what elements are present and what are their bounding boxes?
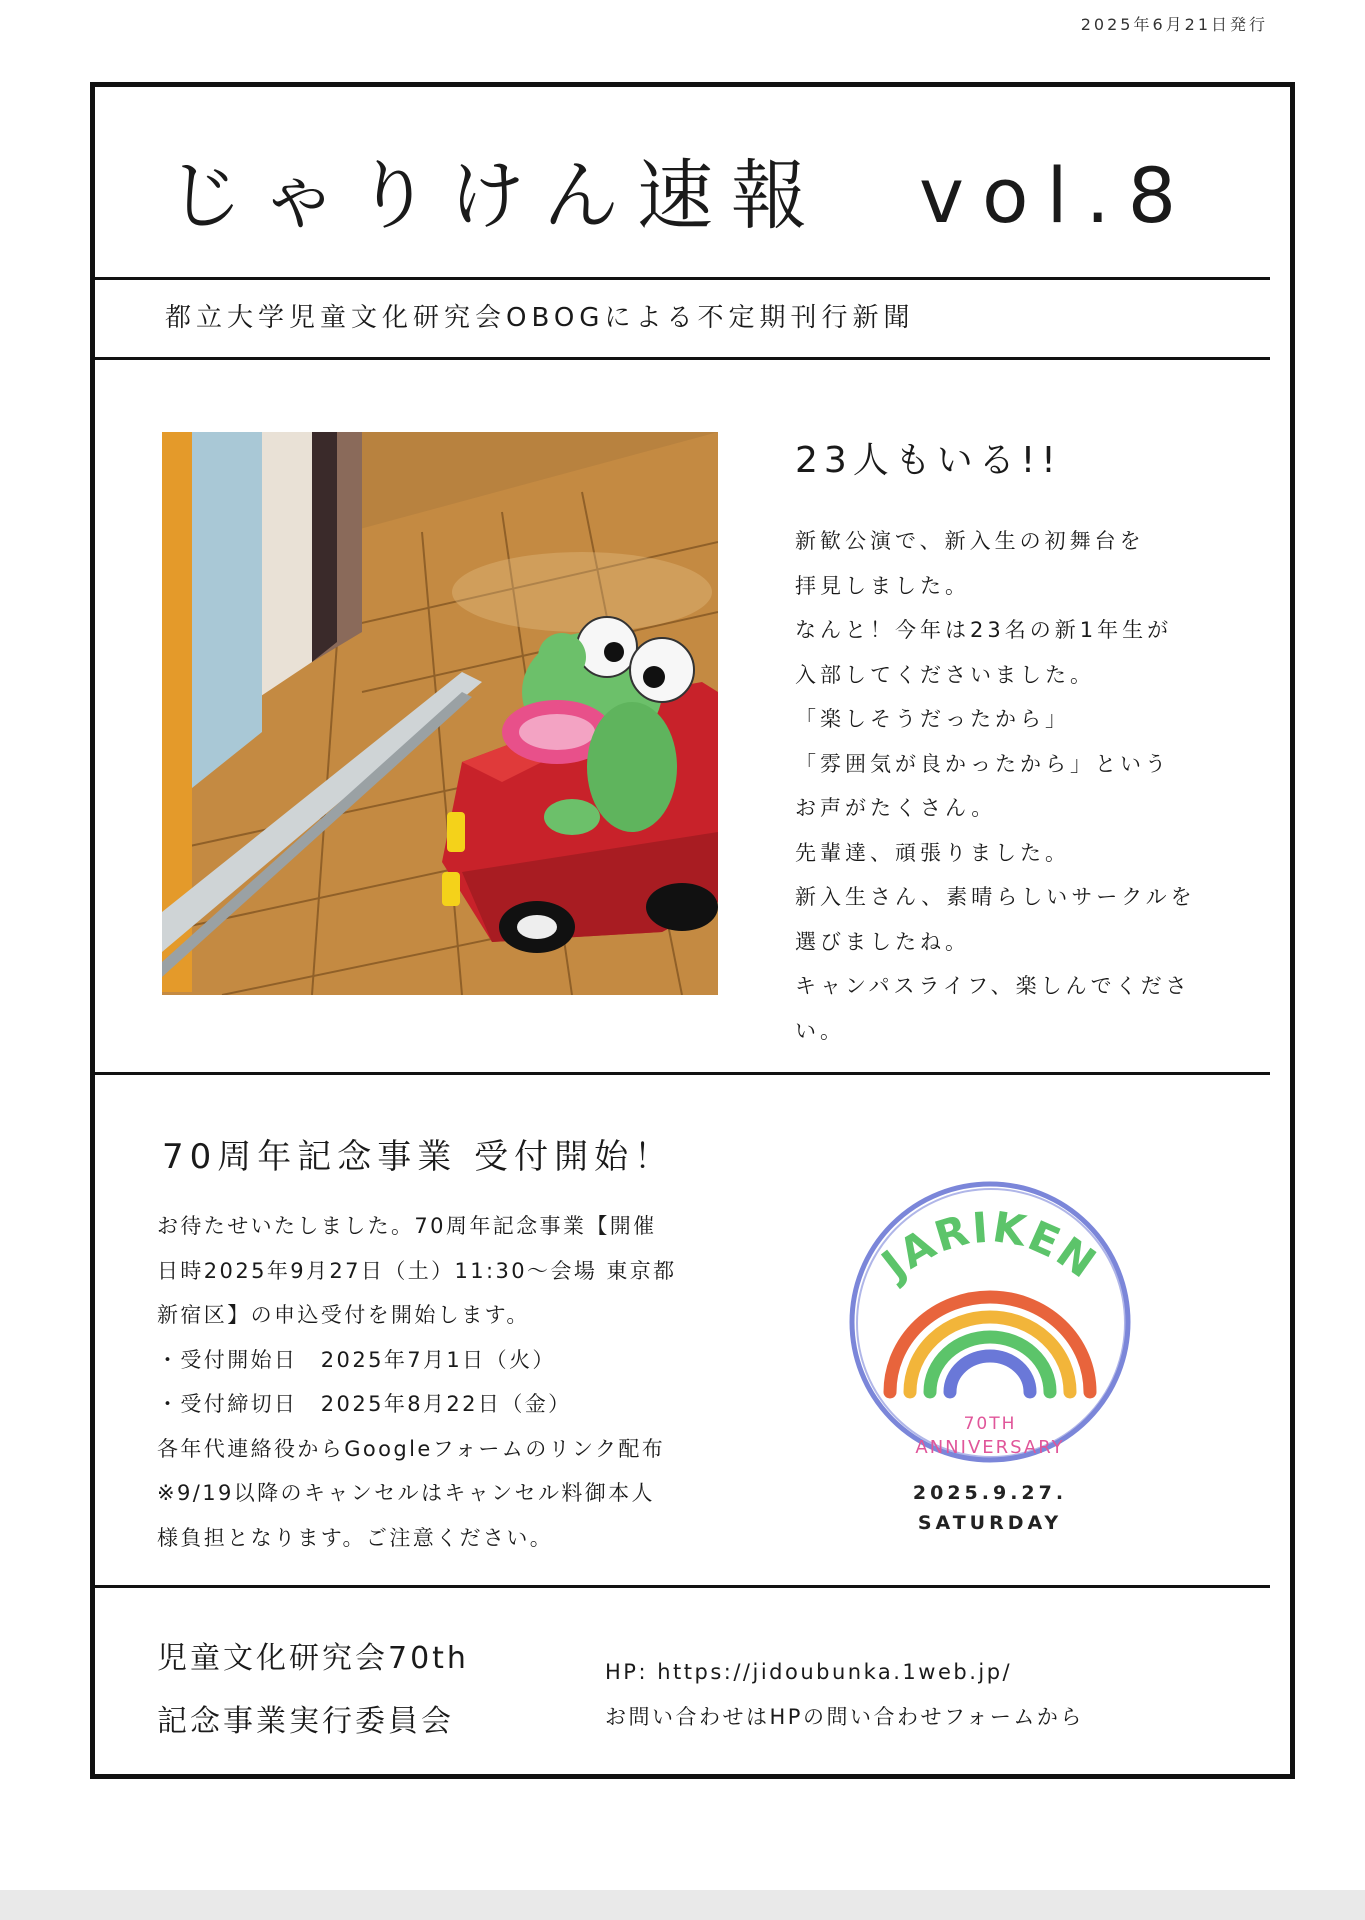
logo-70th: 70TH [963,1414,1017,1434]
article2-line: 新宿区】の申込受付を開始します。 [157,1303,530,1327]
issue-date: 2025年6月21日発行 [1080,15,1268,34]
article2-line: ・受付開始日 2025年7月1日（火） [157,1347,556,1372]
footer-org-line1: 児童文化研究会70th [157,1641,469,1676]
article1-line: なんと！今年は23名の新1年生が [795,618,1173,642]
article1-line: 入部してくださいました。 [795,662,1095,687]
footer-contact [605,1650,1084,1740]
article2-body [157,1204,727,1560]
logo-date: 2025.9.27. [912,1482,1068,1504]
article1-line: 拝見しました。 [795,573,970,598]
article2-line: ・受付締切日 2025年8月22日（金） [157,1392,572,1416]
article-photo-frog-car [162,432,718,995]
article1-line: 「楽しそうだったから」 [795,707,1070,731]
article1-body [795,519,1235,1053]
footer-hp-link[interactable]: HP: https://jidoubunka.1web.jp/ [605,1660,1013,1684]
footer-contact-note: お問い合わせはHPの問い合わせフォームから [605,1705,1084,1729]
article2-line: ※9/19以降のキャンセルはキャンセル料御本人 [157,1481,655,1505]
article1-line: い。 [795,1018,845,1043]
article2-heading: 70周年記念事業 受付開始！ [162,1137,675,1177]
article1-line: 選びましたね。 [795,929,970,954]
divider-title [95,277,1270,280]
article1-line: 新入生さん、素晴らしいサークルを [795,885,1196,909]
footer-org-line2: 記念事業実行委員会 [157,1704,454,1739]
divider-article1 [95,1072,1270,1075]
viewer-bottom-band [0,1890,1365,1920]
logo-top-text: JARIKEN [872,1202,1107,1289]
article2-line: 日時2025年9月27日（土）11:30〜会場 東京都 [157,1258,677,1283]
anniversary-logo [835,1177,1145,1547]
article1-line: 「雰囲気が良かったから」という [795,751,1170,776]
logo-anniversary: ANNIVERSARY [915,1437,1065,1458]
article1-line: 新歓公演で、新入生の初舞台を [795,529,1145,553]
article1-heading: 23人もいる!! [795,440,1062,481]
article2-line: 各年代連絡役からGoogleフォームのリンク配布 [157,1436,666,1461]
logo-day: SATURDAY [917,1512,1063,1534]
newsletter-subtitle: 都立大学児童文化研究会OBOGによる不定期刊行新聞 [165,303,915,333]
footer-organization [157,1627,469,1753]
article1-line: 先輩達、頑張りました。 [795,840,1070,865]
article2-line: 様負担となります。ご注意ください。 [157,1525,554,1550]
divider-article2 [95,1585,1270,1588]
article2-line: お待たせいたしました。70周年記念事業【開催 [157,1214,657,1238]
article1-line: お声がたくさん。 [795,796,997,820]
article1-line: キャンパスライフ、楽しんでくださ [795,974,1191,998]
newsletter-frame [90,82,1295,1779]
divider-subtitle [95,357,1270,360]
rainbow-arc-inner [950,1356,1030,1392]
newsletter-title: じゃりけん速報 vol.8 [167,151,1195,240]
